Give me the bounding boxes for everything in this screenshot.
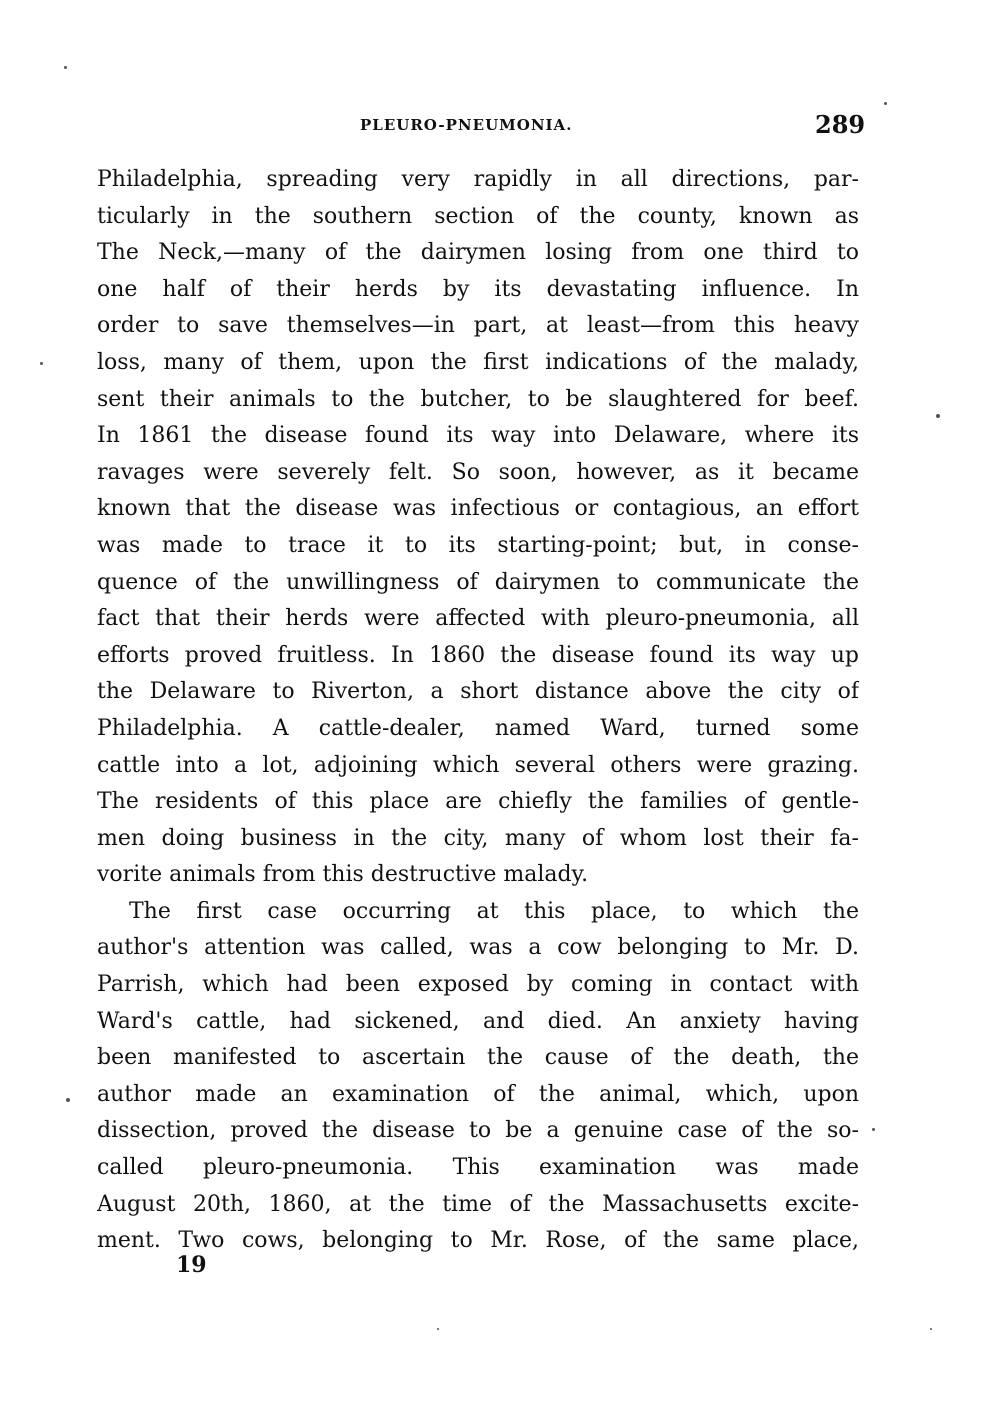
text-line: men doing business in the city, many of whom lost their fa- xyxy=(97,825,859,851)
text-line: fact that their herds were affected with pleuro-pneumonia, all xyxy=(97,606,859,632)
text-line: ment. Two cows, belonging to Mr. Rose, of the same place, xyxy=(97,1228,859,1254)
text-line: one half of their herds by its devastating influence. In xyxy=(97,276,859,302)
text-line: quence of the unwillingness of dairymen to communicate the xyxy=(97,569,859,595)
scan-speck xyxy=(437,1328,439,1330)
body-text xyxy=(97,162,859,1260)
text-line: ravages were severely felt. So soon, however, as it became xyxy=(97,459,859,485)
text-line: Parrish, which had been exposed by coming in contact with xyxy=(97,972,859,998)
text-line: The residents of this place are chiefly the families of gentle- xyxy=(97,789,859,815)
paragraph-end-line: vorite animals from this destructive malady. xyxy=(97,862,589,888)
text-line: the Delaware to Riverton, a short distance above the city of xyxy=(97,679,859,705)
scan-speck xyxy=(936,414,940,418)
text-line: In 1861 the disease found its way into Delaware, where its xyxy=(97,423,859,449)
text-line: Philadelphia. A cattle-dealer, named Ward, turned some xyxy=(97,715,859,741)
printer-signature-mark: 19 xyxy=(176,1252,207,1278)
text-line: dissection, proved the disease to be a genuine case of the so- xyxy=(97,1118,859,1144)
text-line: Ward's cattle, had sickened, and died. An anxiety having xyxy=(97,1008,859,1034)
scan-speck xyxy=(40,362,43,365)
text-line: August 20th, 1860, at the time of the Massachusetts excite- xyxy=(97,1191,859,1217)
text-line: cattle into a lot, adjoining which several others were grazing. xyxy=(97,752,859,778)
text-line: loss, many of them, upon the first indications of the malady, xyxy=(97,349,859,375)
scan-speck xyxy=(66,1098,70,1102)
text-line: called pleuro-pneumonia. This examination was made xyxy=(97,1155,859,1181)
page-number: 289 xyxy=(815,110,866,139)
scan-speck xyxy=(64,66,67,69)
text-line: author's attention was called, was a cow belonging to Mr. D. xyxy=(97,935,859,961)
text-line: Philadelphia, spreading very rapidly in all directions, par- xyxy=(97,167,859,192)
text-line: been manifested to ascertain the cause of the death, the xyxy=(97,1045,859,1071)
scan-speck xyxy=(872,1128,875,1131)
scan-speck xyxy=(930,1328,932,1330)
text-line: sent their animals to the butcher, to be slaughtered for beef. xyxy=(97,386,859,412)
text-line: efforts proved fruitless. In 1860 the disease found its way up xyxy=(97,642,859,668)
scan-speck xyxy=(884,102,887,105)
text-line: known that the disease was infectious or contagious, an effort xyxy=(97,496,859,522)
text-line: The Neck,—many of the dairymen losing from one third to xyxy=(97,240,859,266)
paragraph-start-line: The first case occurring at this place, to which the xyxy=(129,898,859,924)
text-line: order to save themselves—in part, at least—from this heavy xyxy=(97,313,859,339)
text-line: was made to trace it to its starting-point; but, in conse- xyxy=(97,532,859,558)
text-line: ticularly in the southern section of the county, known as xyxy=(97,203,859,229)
running-head: PLEURO-PNEUMONIA. xyxy=(360,116,573,134)
text-line: author made an examination of the animal, which, upon xyxy=(97,1081,859,1107)
